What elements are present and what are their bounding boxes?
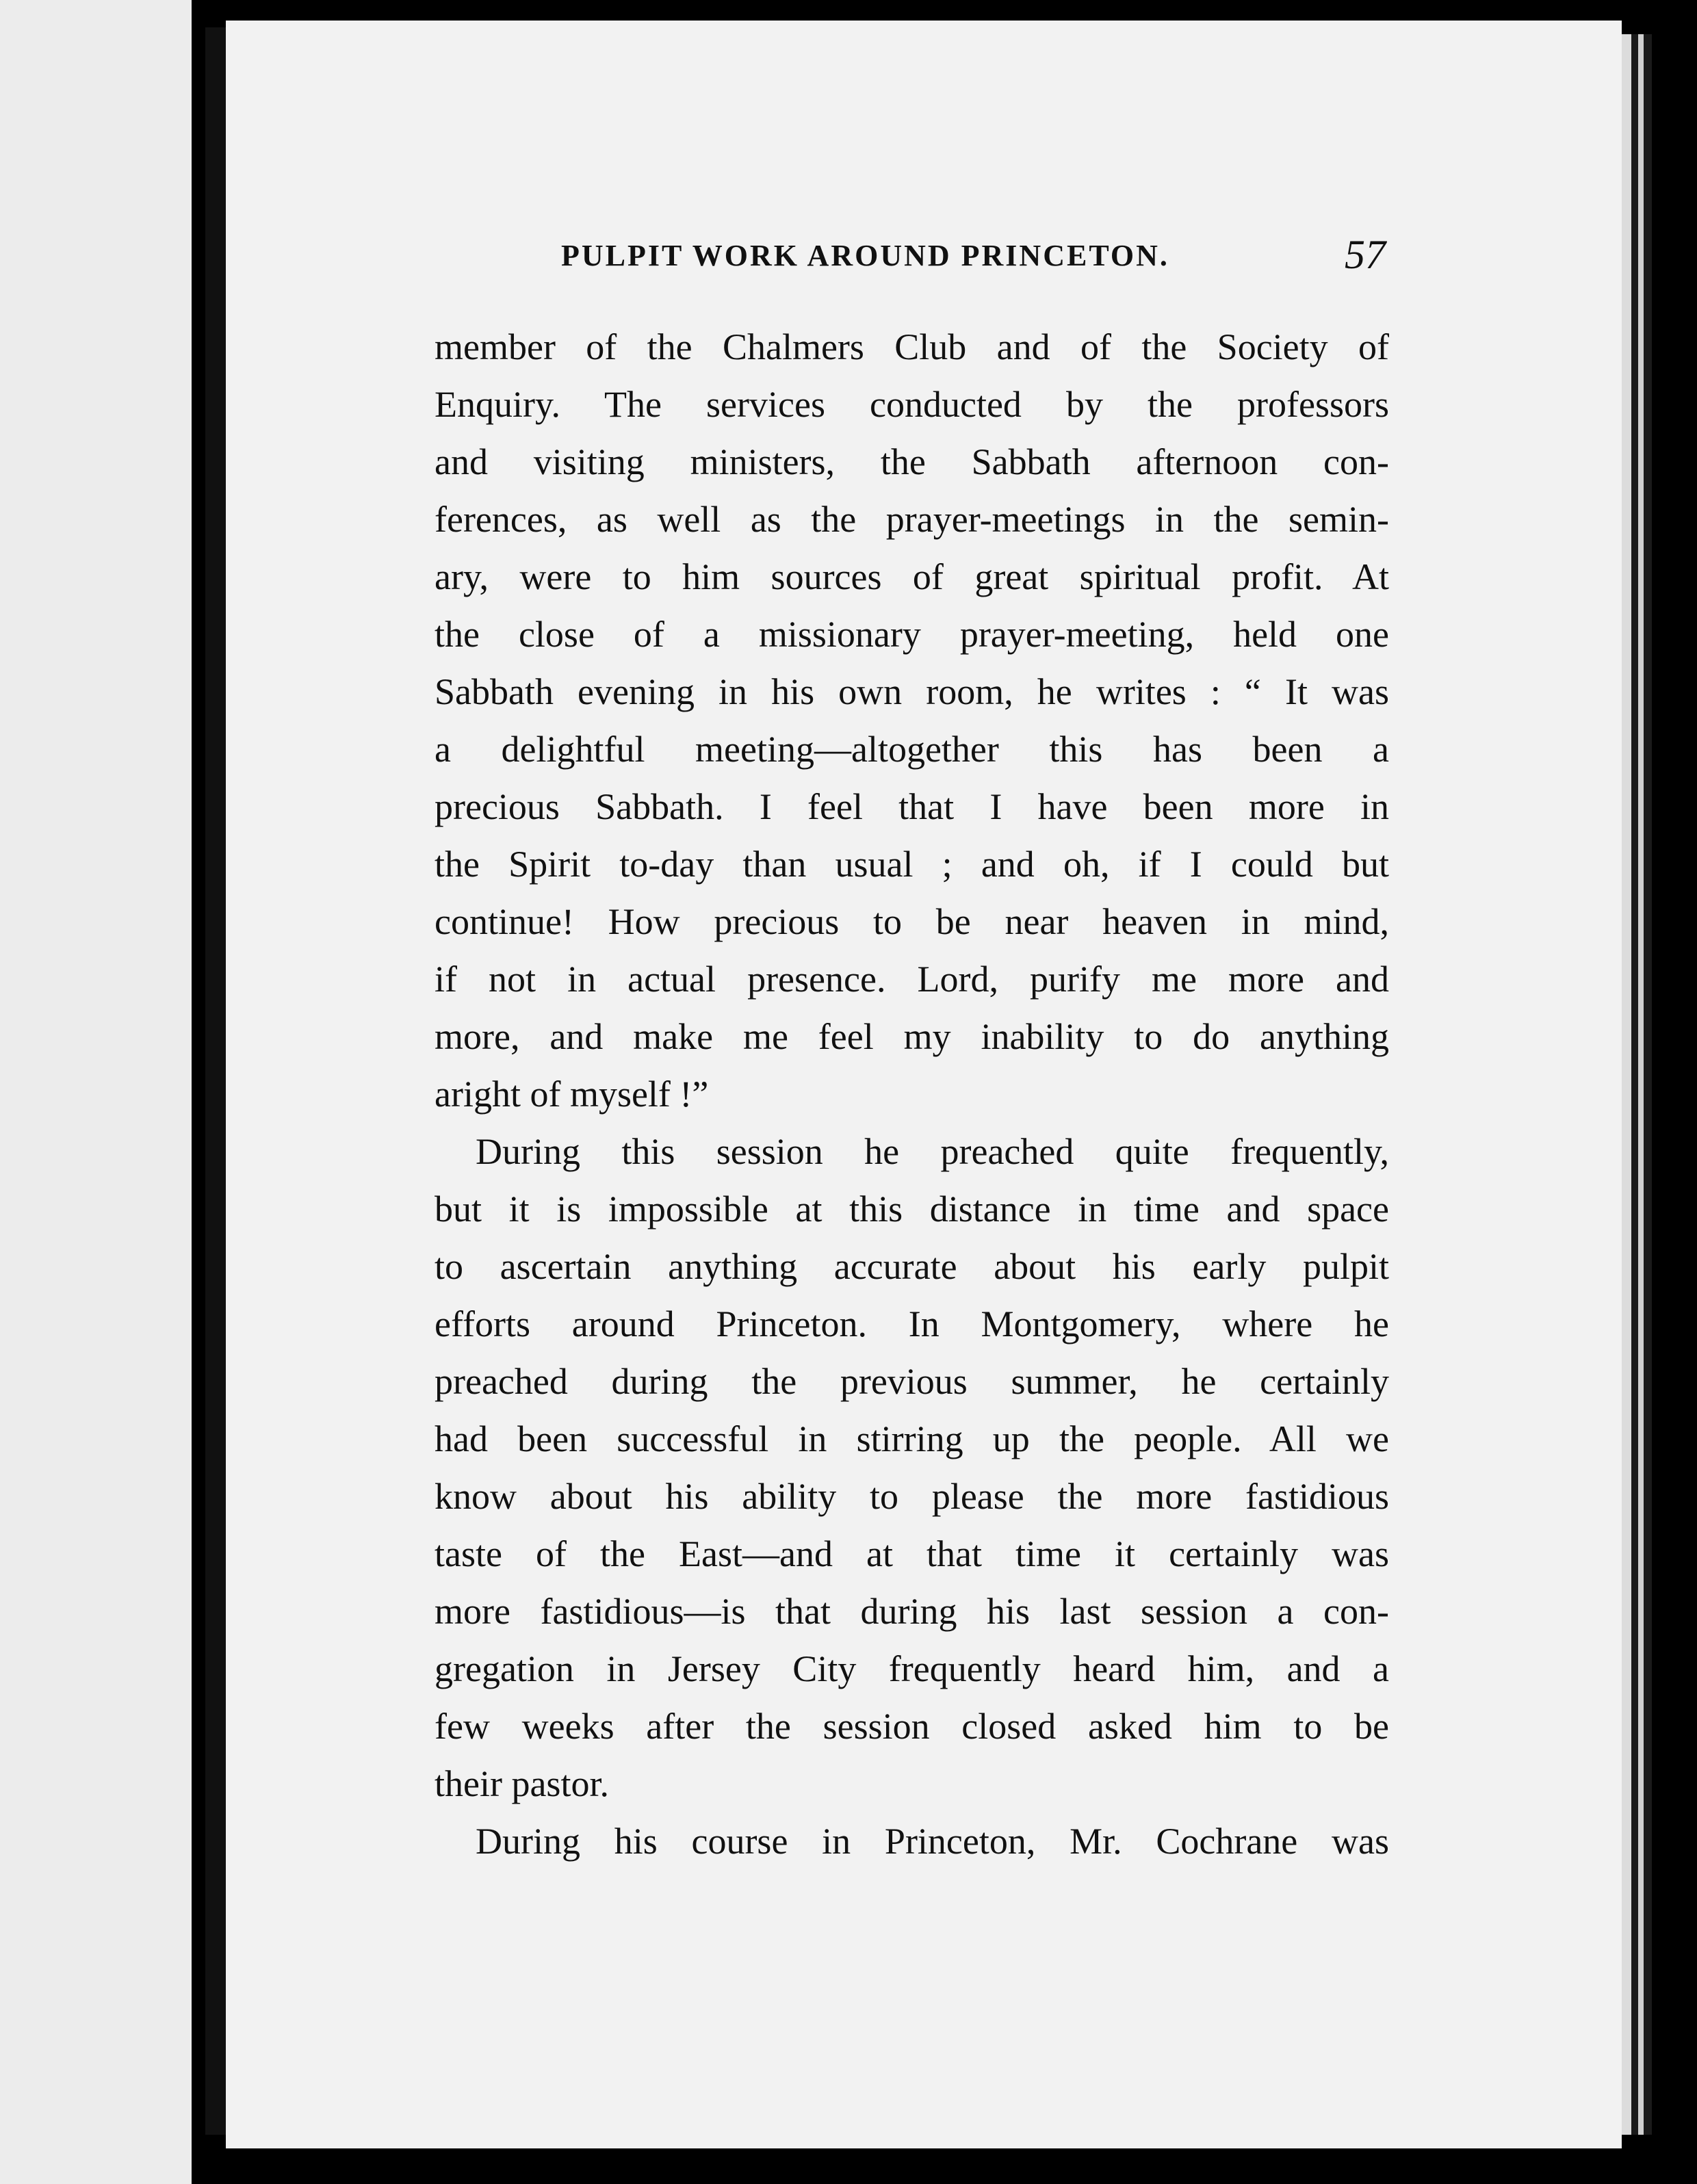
text-line: During this session he preached quite frequently, (476, 1131, 1389, 1172)
text-line: During his course in Princeton, Mr. Cochrane was (476, 1821, 1389, 1862)
text-line: but it is impossible at this distance in time and space (435, 1188, 1389, 1230)
text-line: Enquiry. The services conducted by the professors (435, 384, 1389, 425)
running-head: PULPIT WORK AROUND PRINCETON. (561, 239, 1169, 272)
text-line: ferences, as well as the prayer-meetings in the semin- (435, 499, 1389, 540)
text-line: member of the Chalmers Club and of the Society of (435, 326, 1389, 367)
text-line: Sabbath evening in his own room, he writes : “ It was (435, 671, 1389, 712)
text-line: the close of a missionary prayer-meeting, held one (435, 614, 1389, 655)
text-line: aright of myself !” (435, 1074, 709, 1115)
text-line: preached during the previous summer, he certainly (435, 1361, 1389, 1402)
text-line: a delightful meeting—altogether this has been a (435, 729, 1389, 770)
text-line: and visiting ministers, the Sabbath afternoon con- (435, 441, 1389, 482)
body-text (435, 318, 1389, 1870)
page-stack-edge (1622, 34, 1631, 2135)
facing-page-edge (0, 0, 192, 2184)
text-line: continue! How precious to be near heaven in mind, (435, 901, 1389, 942)
text-line: taste of the East—and at that time it certainly was (435, 1533, 1389, 1574)
text-line: more fastidious—is that during his last session a con- (435, 1591, 1389, 1632)
text-line: few weeks after the session closed asked him to be (435, 1706, 1389, 1747)
text-line: precious Sabbath. I feel that I have been more in (435, 786, 1389, 827)
text-line: the Spirit to-day than usual ; and oh, if I could but (435, 844, 1389, 885)
text-line: to ascertain anything accurate about his early pulpit (435, 1246, 1389, 1287)
page-number: 57 (1345, 232, 1386, 277)
page-stack-edge (1631, 34, 1638, 2135)
text-line: their pastor. (435, 1763, 609, 1804)
text-line: had been successful in stirring up the people. All we (435, 1418, 1389, 1459)
page-stack-edge (1638, 34, 1644, 2135)
text-line: gregation in Jersey City frequently heard him, and a (435, 1648, 1389, 1689)
text-line: ary, were to him sources of great spiritual profit. At (435, 556, 1389, 597)
text-line: if not in actual presence. Lord, purify me more and (435, 959, 1389, 1000)
text-line: efforts around Princeton. In Montgomery, where he (435, 1303, 1389, 1344)
text-line: know about his ability to please the more fastidious (435, 1476, 1389, 1517)
book-spine (205, 27, 226, 2135)
text-line: more, and make me feel my inability to do anything (435, 1016, 1389, 1057)
page-stack-edge (1644, 34, 1652, 2135)
